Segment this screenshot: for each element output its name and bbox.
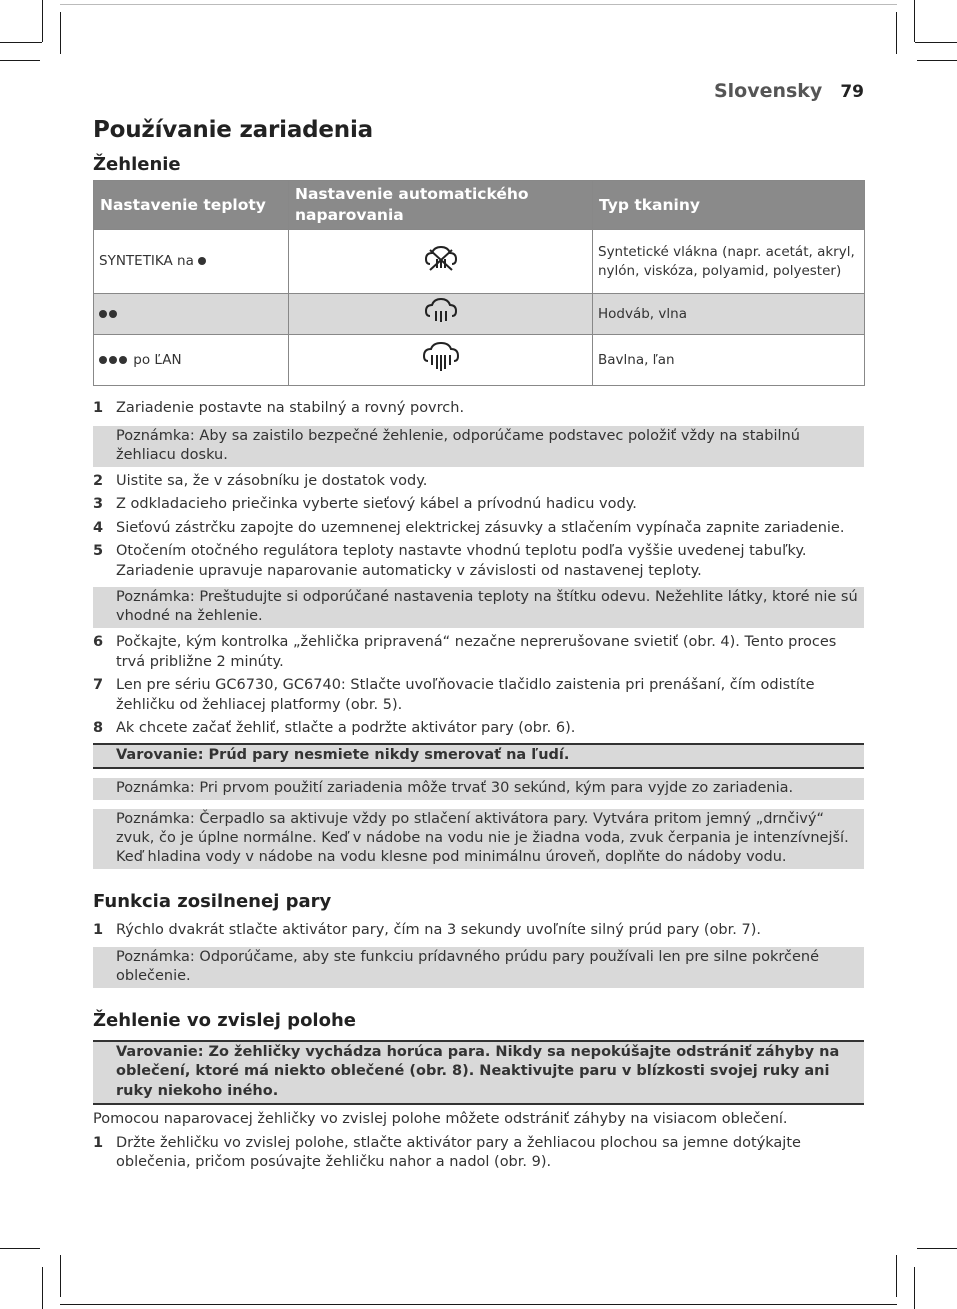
table-header-temperature: Nastavenie teploty [94, 181, 289, 230]
table-row [94, 230, 865, 294]
step-item [93, 921, 864, 941]
fabric-cell: Hodváb, vlna [593, 294, 865, 335]
table-row [94, 335, 865, 386]
note-box: Poznámka: Preštudujte si odporúčané nastavenia teploty na štítku odevu. Nežehlite látky, ktoré nie sú vhodné na žehlenie. [93, 587, 864, 628]
temperature-dot-icon [109, 356, 117, 364]
temperature-dot-icon [99, 310, 107, 318]
low-steam-icon [424, 297, 458, 325]
note-box: Poznámka: Aby sa zaistilo bezpečné žehlenie, odporúčame podstavec položiť vždy na stabilnú žehliacu dosku. [93, 426, 864, 467]
step-item [93, 633, 864, 672]
crop-mark [914, 0, 915, 42]
step-number: 1 [93, 922, 104, 938]
steam-cell [289, 230, 593, 294]
step-text: Počkajte, kým kontrolka „žehlička pripravená“ nezačne neprerušovane svietiť (obr. 4). Tento proces trvá približne 2 minúty. [116, 634, 837, 670]
note-box: Poznámka: Odporúčame, aby ste funkciu prídavného prúdu pary používali len pre silne pokrčené oblečenie. [93, 947, 864, 988]
crop-mark [915, 42, 957, 43]
step-number: 4 [93, 519, 104, 536]
settings-table [93, 180, 865, 386]
crop-mark [60, 1255, 61, 1297]
step-item [93, 1134, 864, 1173]
fabric-cell: Syntetické vlákna (napr. acetát, akryl, nylón, viskóza, polyamid, polyester) [593, 230, 865, 294]
table-header-row [94, 181, 865, 230]
crop-mark [0, 1248, 40, 1249]
section-title-vertical: Žehlenie vo zvislej polohe [93, 1009, 356, 1031]
section-title-ironing: Žehlenie [93, 154, 181, 175]
crop-mark [0, 60, 40, 61]
step-text: Držte žehličku vo zvislej polohe, stlačte aktivátor pary a žehliacou plochou sa jemne dotýkajte oblečenia, pričom posúvajte žehličku nahor a nadol (obr. 9). [116, 1134, 801, 1170]
crop-mark [42, 1267, 43, 1309]
step-item [93, 519, 864, 539]
crop-mark [896, 1255, 897, 1297]
page-content [93, 117, 864, 1173]
temperature-dot-icon [119, 356, 127, 364]
temperature-dot-icon [99, 356, 107, 364]
step-text: Z odkladacieho priečinka vyberte sieťový kábel a prívodnú hadicu vody. [116, 496, 637, 512]
temperature-label: po ĽAN [133, 351, 182, 368]
step-item [93, 719, 864, 739]
header-language: Slovensky [713, 80, 823, 102]
fabric-cell: Bavlna, ľan [593, 335, 865, 386]
crop-mark [896, 12, 897, 54]
step-text: Len pre sériu GC6730, GC6740: Stlačte uvoľňovacie tlačidlo zaistenia pri prenášaní, čím odistíte žehličku od žehliacej platformy (obr. 5). [116, 677, 815, 713]
temperature-cell [94, 294, 289, 335]
crop-mark [914, 1267, 915, 1309]
temperature-cell [94, 230, 289, 294]
step-text: Sieťovú zástrčku zapojte do uzemnenej elektrickej zásuvky a stlačením vypínača zapnite zariadenie. [116, 519, 845, 536]
no-steam-icon [424, 244, 458, 274]
crop-mark [42, 0, 43, 42]
step-text: Ak chcete začať žehliť, stlačte a podržte aktivátor pary (obr. 6). [116, 720, 576, 736]
table-header-steam: Nastavenie automatického naparovania [289, 181, 593, 230]
step-text: Uistite sa, že v zásobníku je dostatok vody. [116, 472, 428, 489]
temperature-dot-icon [109, 310, 117, 318]
step-number: 7 [93, 677, 104, 693]
temperature-cell [94, 335, 289, 386]
step-item [93, 542, 864, 581]
temperature-label: SYNTETIKA na [99, 253, 194, 269]
note-box: Poznámka: Pri prvom použití zariadenia môže trvať 30 sekúnd, kým para vyjde zo zariadenia. [93, 778, 864, 800]
step-number: 1 [93, 400, 104, 416]
step-number: 1 [93, 1134, 104, 1151]
table-row [94, 294, 865, 335]
step-item [93, 495, 864, 515]
step-item [93, 676, 864, 715]
page-title: Používanie zariadenia [93, 117, 373, 143]
crop-mark [917, 60, 957, 61]
step-text: Otočením otočného regulátora teploty nastavte vhodnú teplotu podľa vyššie uvedenej tabuľky. Zariadenie upravuje naparovanie automaticky v závislosti od nastavenej teploty. [116, 543, 807, 579]
step-number: 8 [93, 720, 104, 736]
step-item [93, 472, 864, 492]
note-box: Poznámka: Čerpadlo sa aktivuje vždy po stlačení aktivátora pary. Vytvára pritom jemný „drnčivý“ zvuk, čo je úplne normálne. Keď v nádobe na vodu nie je žiadna voda, zvuk čerpania je intenzívnejší. Keď hladina vody v nádobe na vodu klesne pod minimálnu úroveň, doplňte do nádoby vodu. [93, 809, 864, 869]
top-rule [60, 4, 897, 5]
page-header [714, 80, 864, 102]
warning-box: Varovanie: Prúd pary nesmiete nikdy smerovať na ľudí. [93, 743, 864, 770]
step-number: 6 [93, 634, 104, 650]
warning-box: Varovanie: Zo žehličky vychádza horúca para. Nikdy sa nepokúšajte odstrániť záhyby na oblečení, ktoré má niekto oblečené (obr. 8). Neaktivujte paru v blízkosti svojej ruky ani ruky niekoho iného. [93, 1040, 864, 1106]
page-number: 79 [840, 82, 864, 102]
bottom-rule [60, 1304, 897, 1305]
steam-cell [289, 335, 593, 386]
high-steam-icon [422, 341, 460, 373]
step-number: 5 [93, 543, 104, 559]
crop-mark [60, 12, 61, 54]
step-number: 2 [93, 472, 104, 489]
step-item [93, 399, 864, 419]
crop-mark [917, 1248, 957, 1249]
steam-cell [289, 294, 593, 335]
step-text: Zariadenie postavte na stabilný a rovný povrch. [116, 400, 465, 416]
temperature-dot-icon [198, 257, 206, 265]
section-title-boost: Funkcia zosilnenej pary [93, 891, 332, 912]
crop-mark [0, 42, 42, 43]
intro-paragraph: Pomocou naparovacej žehličky vo zvislej polohe môžete odstrániť záhyby na visiacom oblečení. [93, 1111, 788, 1127]
step-number: 3 [93, 496, 104, 512]
step-text: Rýchlo dvakrát stlačte aktivátor pary, čím na 3 sekundy uvoľníte silný prúd pary (obr. 7). [116, 922, 761, 938]
table-header-fabric: Typ tkaniny [593, 181, 865, 230]
